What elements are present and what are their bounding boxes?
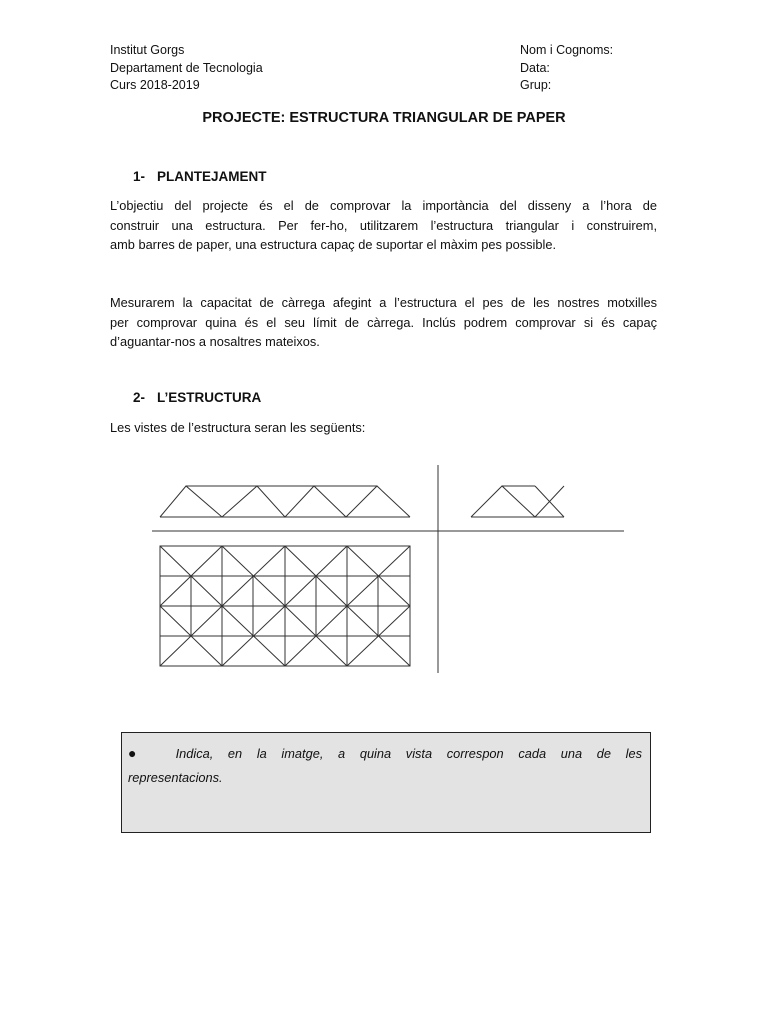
paragraph-line: d’aguantar-nos a nosaltres mateixos. (110, 334, 320, 349)
section-title: L’ESTRUCTURA (157, 390, 262, 405)
department-name: Departament de Tecnologia (110, 60, 263, 75)
section-title: PLANTEJAMENT (157, 169, 267, 184)
bullet-icon: ● (128, 745, 148, 761)
header-right (520, 42, 613, 95)
group-field-label: Grup: (520, 78, 552, 92)
side-view (471, 486, 564, 517)
section-heading-plantejament (133, 169, 267, 184)
task-instruction (128, 741, 642, 790)
page-title: PROJECTE: ESTRUCTURA TRIANGULAR DE PAPER (202, 110, 566, 126)
task-line-text: Indica, en la imatge, a quina vista correspon cada una de les (175, 746, 642, 761)
school-name: Institut Gorgs (110, 43, 185, 57)
task-line: representacions. (128, 770, 223, 785)
task-box (121, 732, 651, 833)
structure-intro (110, 418, 657, 438)
paragraph-objective (110, 196, 657, 255)
section-number: 1- (133, 169, 146, 184)
section-number: 2- (133, 390, 146, 405)
task-line (128, 741, 642, 766)
paragraph-line: per comprovar quina és el seu límit de càrrega. Inclús podrem comprovar si és capaç (110, 314, 657, 330)
paragraph-line: Mesurarem la capacitat de càrrega afegint a l’estructura el pes de les nostres motxilles (110, 295, 657, 310)
paragraph-measurement (110, 293, 657, 352)
course-year: Curs 2018-2019 (110, 78, 200, 92)
paragraph-line: amb barres de paper, una estructura capaç de suportar el màxim pes possible. (110, 237, 556, 252)
header-left (110, 42, 263, 95)
paragraph-line: L’objectiu del projecte és el de comprovar la importància del disseny a l’hora de (110, 198, 657, 213)
paragraph-line: Les vistes de l’estructura seran les següents: (110, 420, 366, 435)
structure-views-figure (150, 463, 628, 675)
plan-view (160, 546, 410, 666)
section-heading-estructura (133, 390, 261, 405)
name-field-label: Nom i Cognoms: (520, 43, 614, 57)
date-field-label: Data: (520, 60, 550, 75)
paragraph-line: construir una estructura. Per fer-ho, utilitzarem l’estructura triangular i construirem, (110, 217, 657, 233)
front-view (160, 486, 410, 517)
